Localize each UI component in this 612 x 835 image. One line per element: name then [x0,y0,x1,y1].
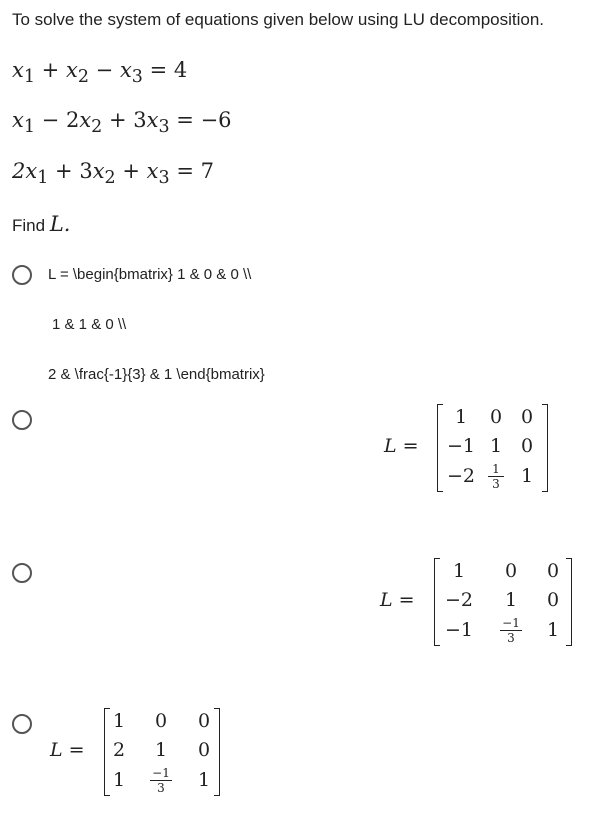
option-c-matrix [380,558,575,648]
eq1-sub-2: 2 [77,67,89,88]
eq2-op-2: + 3 [108,108,147,132]
eq3-op-1: + 3 [55,159,93,183]
option-b-r2c2: 1 [489,435,503,457]
eq1-term-b: x [65,58,78,82]
option-b-right-bracket [542,404,548,492]
option-b-r3c3: 1 [520,465,534,487]
eq2-sub-2: 2 [91,117,103,138]
option-d-r2c2: 1 [154,739,168,761]
option-d-r2c3: 0 [197,739,211,761]
find-variable: L [49,212,64,236]
eq3-sub-1: 1 [37,168,49,189]
option-b-r3c1: −2 [446,465,475,487]
question-text: To solve the system of equations given below using LU decomposition. [12,10,545,29]
eq2-term-b: x [79,108,92,132]
find-prompt [12,212,70,236]
eq3-term-b: x [92,159,105,183]
option-b-label: L [384,435,397,457]
option-c-r3c2-den: 3 [507,631,515,645]
find-prefix: Find [12,216,46,235]
option-b-r3c2-den: 3 [492,477,500,491]
equation-3 [12,159,214,188]
option-d-r3c1: 1 [112,769,126,791]
option-b-r1c2: 0 [489,406,503,428]
equation-2 [12,108,232,137]
option-b-r2c3: 0 [520,435,534,457]
eq2-op-1: − 2 [41,108,80,132]
option-d-r3c3: 1 [197,769,211,791]
option-d-right-bracket [214,708,220,796]
eq1-op-1: + [41,58,60,82]
eq3-sub-2: 2 [104,168,116,189]
eq3-op-2: + [122,159,140,183]
option-c-equals: = [398,589,415,611]
option-b-r1c3: 0 [520,406,534,428]
option-c-r3c3: 1 [546,619,560,641]
option-d-r1c1: 1 [112,710,126,732]
option-c-r2c2: 1 [504,589,518,611]
eq3-term-a: 2x [12,159,38,183]
radio-option-c[interactable] [12,563,32,583]
equation-1 [12,58,187,87]
option-d-matrix [50,708,225,798]
option-a-line-2: 1 & 1 & 0 \\ [52,316,127,333]
eq2-sub-1: 1 [23,117,35,138]
option-b-lhs [384,435,419,457]
option-d-label: L [50,739,63,761]
option-a-line-1: L = \begin{bmatrix} 1 & 0 & 0 \\ [48,266,252,283]
eq1-term-a: x [12,58,24,82]
eq3-rhs: = 7 [176,159,214,183]
radio-option-a[interactable] [12,265,32,285]
radio-option-d[interactable] [12,714,32,734]
eq3-term-c: x [146,159,159,183]
find-suffix: . [63,212,71,236]
option-a-line-3: 2 & \frac{-1}{3} & 1 \end{bmatrix} [48,366,265,383]
option-d-r3c2-num: −1 [150,767,172,781]
option-b-matrix [384,404,574,494]
option-d-r1c3: 0 [197,710,211,732]
option-d-r1c2: 0 [154,710,168,732]
option-c-r2c1: −2 [444,589,473,611]
option-d-equals: = [68,739,85,761]
option-c-right-bracket [566,558,572,646]
option-d-r3c2-den: 3 [157,781,165,795]
option-c-r3c2-fraction [500,617,522,644]
eq2-sub-3: 3 [158,117,170,138]
eq1-term-c: x [119,58,132,82]
option-b-r2c1: −1 [446,435,475,457]
option-b-equals: = [402,435,419,457]
eq1-sub-3: 3 [131,67,143,88]
option-d-lhs [50,739,85,761]
eq3-sub-3: 3 [158,168,170,189]
eq2-rhs: = −6 [176,108,232,132]
eq1-rhs: = 4 [149,58,188,82]
option-b-r3c2-num: 1 [488,463,504,477]
option-d-r3c2-fraction [150,767,172,794]
option-b-r1c1: 1 [454,406,468,428]
eq1-op-2: − [95,58,114,82]
option-c-r2c3: 0 [546,589,560,611]
option-c-label: L [380,589,393,611]
option-c-r3c2-num: −1 [500,617,522,631]
radio-option-b[interactable] [12,410,32,430]
option-c-r1c1: 1 [452,560,466,582]
eq1-sub-1: 1 [23,67,35,88]
option-b-r3c2-fraction [488,463,504,490]
option-c-r3c1: −1 [444,619,473,641]
eq2-term-c: x [146,108,159,132]
option-c-r1c3: 0 [546,560,560,582]
option-d-r2c1: 2 [112,739,126,761]
option-c-r1c2: 0 [504,560,518,582]
eq2-term-a: x [12,108,24,132]
option-c-lhs [380,589,415,611]
